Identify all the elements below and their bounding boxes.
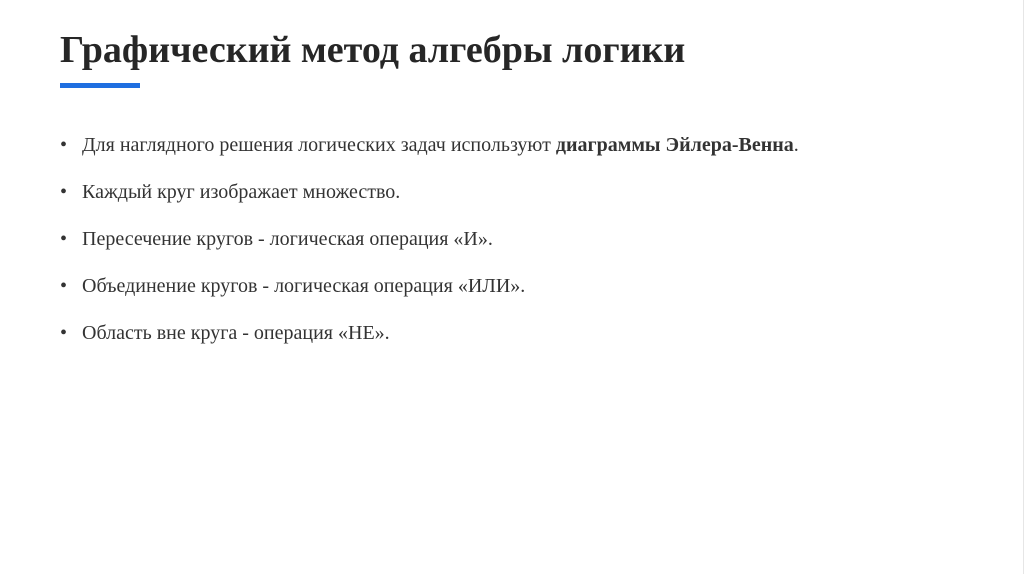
bullet-item-1 <box>60 128 940 162</box>
bullet-list <box>60 128 940 364</box>
bullet-item-5 <box>60 317 940 350</box>
bullet-dot: • <box>60 275 68 297</box>
slide-title: Графический метод алгебры логики <box>60 29 686 71</box>
bullet-item-2 <box>60 176 940 209</box>
bullet-text: Область вне круга - операция «НЕ». <box>82 322 390 344</box>
bullet-dot: • <box>60 134 68 156</box>
bullet-text-after: . <box>793 134 799 156</box>
bullet-dot: • <box>60 181 68 203</box>
bullet-item-3 <box>60 223 940 256</box>
title-accent-bar <box>60 83 140 88</box>
bullet-text-before: Для наглядного решения логических задач используют <box>82 134 556 156</box>
bullet-dot: • <box>60 228 68 250</box>
bullet-text: Каждый круг изображает множество. <box>82 181 401 203</box>
bullet-text: Объединение кругов - логическая операция «ИЛИ». <box>82 275 526 297</box>
bullet-text: Пересечение кругов - логическая операция «И». <box>82 228 493 250</box>
bullet-text-bold: диаграммы Эйлера-Венна <box>555 134 794 156</box>
bullet-dot: • <box>60 322 68 344</box>
bullet-item-4 <box>60 270 940 303</box>
